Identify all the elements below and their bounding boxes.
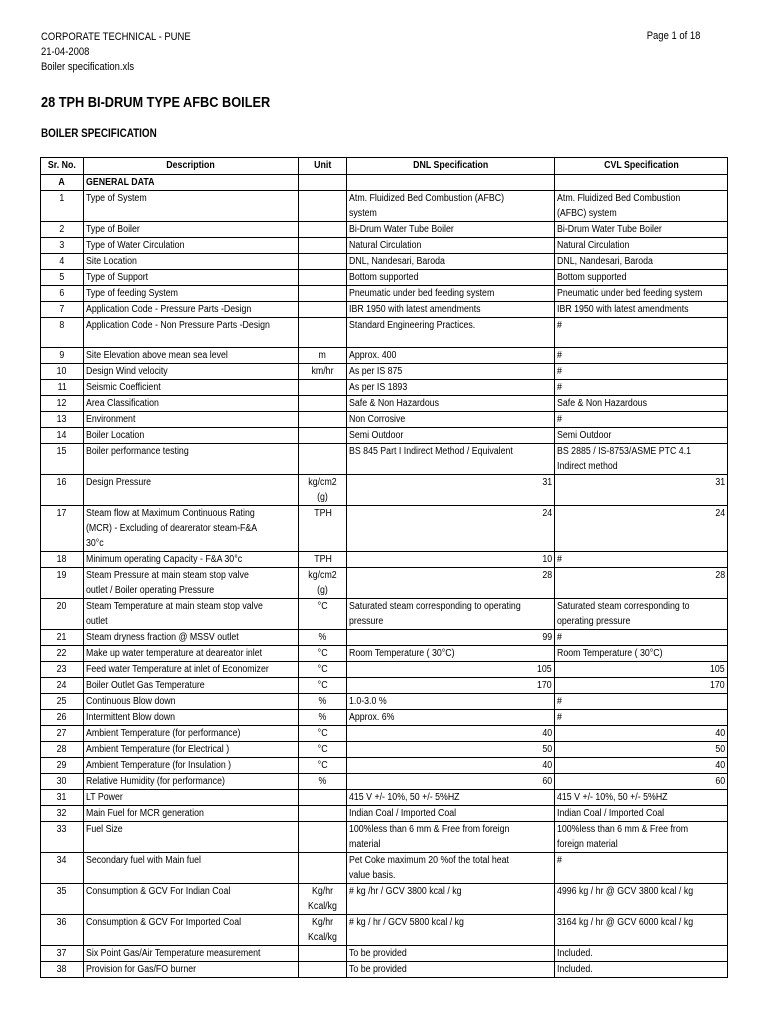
row-unit [299,428,347,444]
col-header-unit: Unit [299,158,347,175]
row-srno: 33 [41,822,84,853]
row-unit: TPH [299,552,347,568]
row-srno: 1 [41,191,84,222]
table-row [41,254,728,270]
row-cvl-spec: Included. [555,962,728,978]
table-row [41,853,728,884]
row-description: Continuous Blow down [84,694,299,710]
row-cvl-spec: Atm. Fluidized Bed Combustion (AFBC) system [555,191,728,222]
section-label: GENERAL DATA [84,175,299,191]
row-unit: kg/cm2 (g) [299,568,347,599]
row-unit [299,238,347,254]
row-dnl-spec: Saturated steam corresponding to operating pressure [347,599,555,630]
row-description: Consumption & GCV For Indian Coal [84,884,299,915]
table-row [41,302,728,318]
row-description: Fuel Size [84,822,299,853]
row-srno: 18 [41,552,84,568]
row-dnl-spec: Pet Coke maximum 20 %of the total heat value basis. [347,853,555,884]
row-srno: 30 [41,774,84,790]
row-unit: °C [299,646,347,662]
row-description: Type of Support [84,270,299,286]
row-description: Application Code - Non Pressure Parts -Design [84,318,299,348]
table-row [41,790,728,806]
row-cvl-spec: # [555,380,728,396]
row-cvl-spec: 40 [555,758,728,774]
row-srno: 15 [41,444,84,475]
row-unit: °C [299,678,347,694]
table-header-row [41,158,728,175]
table-row [41,962,728,978]
table-row [41,678,728,694]
section-row-general-data [41,175,728,191]
row-description: Steam dryness fraction @ MSSV outlet [84,630,299,646]
row-dnl-spec: Approx. 400 [347,348,555,364]
row-dnl-spec: DNL, Nandesari, Baroda [347,254,555,270]
row-unit [299,222,347,238]
table-row [41,318,728,348]
row-unit [299,380,347,396]
row-srno: 20 [41,599,84,630]
row-cvl-spec: Bi-Drum Water Tube Boiler [555,222,728,238]
table-row [41,428,728,444]
row-dnl-spec: 31 [347,475,555,506]
row-srno: 25 [41,694,84,710]
table-row [41,191,728,222]
row-cvl-spec: Bottom supported [555,270,728,286]
row-description: Intermittent Blow down [84,710,299,726]
row-unit: °C [299,662,347,678]
row-srno: 9 [41,348,84,364]
row-dnl-spec: As per IS 875 [347,364,555,380]
row-unit [299,412,347,428]
row-srno: 2 [41,222,84,238]
row-unit [299,962,347,978]
row-unit: TPH [299,506,347,552]
row-description: Design Wind velocity [84,364,299,380]
table-row [41,758,728,774]
row-srno: 21 [41,630,84,646]
row-srno: 14 [41,428,84,444]
row-cvl-spec: Included. [555,946,728,962]
row-dnl-spec: 40 [347,758,555,774]
row-srno: 16 [41,475,84,506]
document-header [41,30,191,75]
row-srno: 10 [41,364,84,380]
row-unit: °C [299,758,347,774]
row-srno: 13 [41,412,84,428]
row-cvl-spec: # [555,552,728,568]
row-cvl-spec: BS 2885 / IS-8753/ASME PTC 4.1 Indirect method [555,444,728,475]
row-dnl-spec: Indian Coal / Imported Coal [347,806,555,822]
row-srno: 12 [41,396,84,412]
table-row [41,364,728,380]
row-srno: 36 [41,915,84,946]
row-dnl-spec: # kg /hr / GCV 3800 kcal / kg [347,884,555,915]
row-cvl-spec: # [555,694,728,710]
row-cvl-spec: Semi Outdoor [555,428,728,444]
row-cvl-spec: Pneumatic under bed feeding system [555,286,728,302]
row-unit [299,286,347,302]
row-description: Application Code - Pressure Parts -Design [84,302,299,318]
table-row [41,646,728,662]
row-cvl-spec: 31 [555,475,728,506]
row-dnl-spec: # kg / hr / GCV 5800 kcal / kg [347,915,555,946]
row-srno: 5 [41,270,84,286]
row-cvl-spec: # [555,318,728,348]
row-dnl-spec: Bi-Drum Water Tube Boiler [347,222,555,238]
row-description: Ambient Temperature (for performance) [84,726,299,742]
row-dnl-spec: 10 [347,552,555,568]
table-row [41,806,728,822]
row-cvl-spec: # [555,710,728,726]
row-srno: 6 [41,286,84,302]
row-srno: 4 [41,254,84,270]
row-description: Site Location [84,254,299,270]
row-dnl-spec: To be provided [347,962,555,978]
col-header-cvl: CVL Specification [555,158,728,175]
table-row [41,662,728,678]
table-row [41,348,728,364]
table-row [41,238,728,254]
row-unit: °C [299,726,347,742]
table-row [41,475,728,506]
table-row [41,774,728,790]
row-srno: 26 [41,710,84,726]
row-description: Six Point Gas/Air Temperature measurement [84,946,299,962]
row-dnl-spec: To be provided [347,946,555,962]
row-dnl-spec: 40 [347,726,555,742]
row-description: Provision for Gas/FO burner [84,962,299,978]
row-description: Steam flow at Maximum Continuous Rating (MCR) - Excluding of dearerator steam-F&A 30°c [84,506,299,552]
row-unit [299,444,347,475]
row-description: Ambient Temperature (for Insulation ) [84,758,299,774]
row-cvl-spec: Saturated steam corresponding to operating pressure [555,599,728,630]
col-header-description: Description [84,158,299,175]
row-description: Make up water temperature at deareator inlet [84,646,299,662]
row-unit: km/hr [299,364,347,380]
row-unit: kg/cm2 (g) [299,475,347,506]
col-header-dnl: DNL Specification [347,158,555,175]
row-unit [299,396,347,412]
row-unit [299,318,347,348]
row-srno: 35 [41,884,84,915]
row-description: Steam Temperature at main steam stop valve outlet [84,599,299,630]
row-unit [299,822,347,853]
row-dnl-spec: As per IS 1893 [347,380,555,396]
row-cvl-spec: # [555,364,728,380]
row-unit [299,254,347,270]
row-cvl-spec: Safe & Non Hazardous [555,396,728,412]
header-org: CORPORATE TECHNICAL - PUNE [41,31,191,43]
table-row [41,444,728,475]
row-description: Boiler Outlet Gas Temperature [84,678,299,694]
row-dnl-spec: 99 [347,630,555,646]
row-cvl-spec: 50 [555,742,728,758]
row-unit: Kg/hr Kcal/kg [299,884,347,915]
row-unit [299,946,347,962]
row-srno: 28 [41,742,84,758]
row-dnl-spec: 1.0-3.0 % [347,694,555,710]
row-srno: 34 [41,853,84,884]
row-dnl-spec: 100%less than 6 mm & Free from foreign material [347,822,555,853]
row-description: Feed water Temperature at inlet of Economizer [84,662,299,678]
row-srno: 31 [41,790,84,806]
row-unit [299,790,347,806]
row-srno: 3 [41,238,84,254]
row-cvl-spec: Natural Circulation [555,238,728,254]
row-description: Design Pressure [84,475,299,506]
row-cvl-spec: Indian Coal / Imported Coal [555,806,728,822]
row-unit: m [299,348,347,364]
row-dnl-spec: 50 [347,742,555,758]
row-cvl-spec: 415 V +/- 10%, 50 +/- 5%HZ [555,790,728,806]
row-srno: 11 [41,380,84,396]
document-title: 28 TPH BI-DRUM TYPE AFBC BOILER [41,95,271,111]
row-unit: °C [299,599,347,630]
row-cvl-spec: 100%less than 6 mm & Free from foreign material [555,822,728,853]
table-row [41,380,728,396]
row-cvl-spec: 105 [555,662,728,678]
row-cvl-spec: # [555,853,728,884]
row-description: Type of Boiler [84,222,299,238]
row-description: Seismic Coefficient [84,380,299,396]
row-cvl-spec: 60 [555,774,728,790]
row-cvl-spec: 24 [555,506,728,552]
row-unit: Kg/hr Kcal/kg [299,915,347,946]
row-srno: 22 [41,646,84,662]
row-dnl-spec: Approx. 6% [347,710,555,726]
row-cvl-spec: IBR 1950 with latest amendments [555,302,728,318]
row-dnl-spec: 60 [347,774,555,790]
row-srno: 32 [41,806,84,822]
row-description: Site Elevation above mean sea level [84,348,299,364]
row-unit [299,806,347,822]
section-no: A [41,175,84,191]
row-description: Steam Pressure at main steam stop valve outlet / Boiler operating Pressure [84,568,299,599]
page-number: Page 1 of 18 [646,30,700,42]
row-description: Consumption & GCV For Imported Coal [84,915,299,946]
table-row [41,884,728,915]
row-dnl-spec: Semi Outdoor [347,428,555,444]
row-description: Relative Humidity (for performance) [84,774,299,790]
row-description: LT Power [84,790,299,806]
table-row [41,742,728,758]
row-srno: 8 [41,318,84,348]
col-header-srno: Sr. No. [41,158,84,175]
header-date: 21-04-2008 [41,46,90,58]
table-row [41,270,728,286]
table-row [41,552,728,568]
row-unit: °C [299,742,347,758]
row-description: Area Classification [84,396,299,412]
table-row [41,412,728,428]
table-row [41,822,728,853]
header-filename: Boiler specification.xls [41,61,135,73]
table-row [41,726,728,742]
row-unit: % [299,710,347,726]
row-cvl-spec: 170 [555,678,728,694]
table-row [41,946,728,962]
row-dnl-spec: BS 845 Part I Indirect Method / Equivalent [347,444,555,475]
table-row [41,396,728,412]
row-description: Type of Water Circulation [84,238,299,254]
row-dnl-spec: Pneumatic under bed feeding system [347,286,555,302]
row-srno: 23 [41,662,84,678]
row-unit [299,191,347,222]
row-cvl-spec: 4996 kg / hr @ GCV 3800 kcal / kg [555,884,728,915]
row-dnl-spec: IBR 1950 with latest amendments [347,302,555,318]
table-row [41,599,728,630]
row-description: Ambient Temperature (for Electrical ) [84,742,299,758]
row-dnl-spec: Natural Circulation [347,238,555,254]
row-unit: % [299,774,347,790]
table-row [41,630,728,646]
row-dnl-spec: Atm. Fluidized Bed Combustion (AFBC) system [347,191,555,222]
row-srno: 19 [41,568,84,599]
row-dnl-spec: Bottom supported [347,270,555,286]
row-srno: 24 [41,678,84,694]
row-cvl-spec: # [555,630,728,646]
row-cvl-spec: 40 [555,726,728,742]
row-cvl-spec: 3164 kg / hr @ GCV 6000 kcal / kg [555,915,728,946]
row-srno: 37 [41,946,84,962]
row-cvl-spec: 28 [555,568,728,599]
row-description: Boiler Location [84,428,299,444]
table-row [41,222,728,238]
row-description: Type of System [84,191,299,222]
table-row [41,506,728,552]
table-row [41,694,728,710]
row-dnl-spec: 415 V +/- 10%, 50 +/- 5%HZ [347,790,555,806]
row-dnl-spec: 28 [347,568,555,599]
row-srno: 38 [41,962,84,978]
row-srno: 17 [41,506,84,552]
row-srno: 27 [41,726,84,742]
row-description: Type of feeding System [84,286,299,302]
table-row [41,568,728,599]
row-dnl-spec: 24 [347,506,555,552]
row-unit: % [299,694,347,710]
section-subtitle: BOILER SPECIFICATION [41,128,157,140]
row-dnl-spec: Non Corrosive [347,412,555,428]
row-unit [299,853,347,884]
table-row [41,710,728,726]
specification-table [40,157,728,978]
row-cvl-spec: Room Temperature ( 30°C) [555,646,728,662]
table-row [41,915,728,946]
row-dnl-spec: Room Temperature ( 30°C) [347,646,555,662]
row-dnl-spec: Safe & Non Hazardous [347,396,555,412]
row-srno: 29 [41,758,84,774]
row-description: Boiler performance testing [84,444,299,475]
row-dnl-spec: Standard Engineering Practices. [347,318,555,348]
row-unit [299,302,347,318]
row-description: Secondary fuel with Main fuel [84,853,299,884]
row-description: Main Fuel for MCR generation [84,806,299,822]
row-unit: % [299,630,347,646]
row-description: Environment [84,412,299,428]
row-cvl-spec: DNL, Nandesari, Baroda [555,254,728,270]
row-unit [299,270,347,286]
row-cvl-spec: # [555,412,728,428]
row-cvl-spec: # [555,348,728,364]
row-dnl-spec: 105 [347,662,555,678]
row-srno: 7 [41,302,84,318]
table-row [41,286,728,302]
row-description: Minimum operating Capacity - F&A 30°c [84,552,299,568]
row-dnl-spec: 170 [347,678,555,694]
